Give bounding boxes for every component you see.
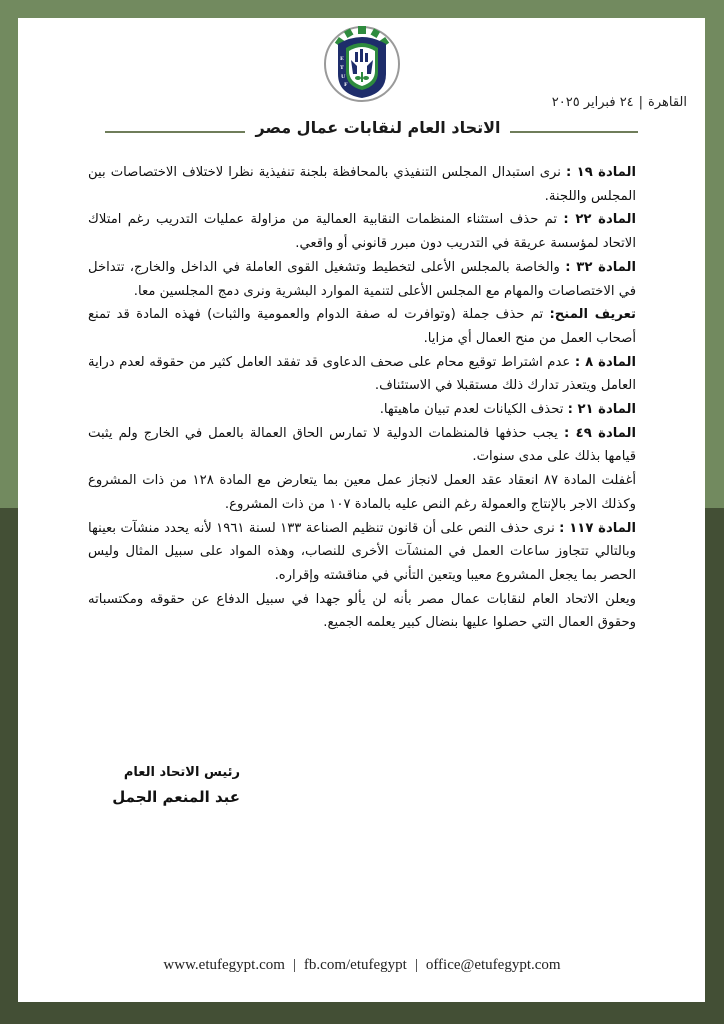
logo-svg [322,22,402,102]
article-text: تحذف الكيانات لعدم تبيان ماهيتها. [379,402,568,418]
article-paragraph [88,161,636,208]
article-text: ويعلن الاتحاد العام لنقابات عمال مصر بأنه لن يألو جهدا في سبيل الدفاع عن حقوقه ومكتسباته وحقوق العمال التي حصلوا عليها بنضال كبير يعلمه الجميع. [88,591,636,631]
article-label: المادة ٣٢ : [565,259,636,275]
email-link[interactable]: office@etufegypt.com [425,957,561,973]
org-title: الاتحاد العام لنقابات عمال مصر [255,118,501,137]
date: ٢٤ فبراير ٢٠٢٥ [551,95,634,110]
article-paragraph [88,517,636,588]
article-paragraph [88,256,636,303]
article-paragraph [88,351,636,398]
article-label: تعريف المنح: [549,307,636,323]
website-link[interactable]: www.etufegypt.com [163,957,285,973]
article-text: نرى استبدال المجلس التنفيذي بالمحافظة بلجنة تنفيذية نظرا لاختلاف الاختصاصات بين المجلس واللجنة. [88,165,636,204]
article-label: المادة ٢٢ : [563,212,636,228]
header-rule-left [105,131,245,133]
article-paragraph [88,398,636,422]
article-label: المادة ١٩ : [565,165,636,180]
footer-contacts [0,957,724,974]
article-text: عدم اشتراط توقيع محام على صحف الدعاوى قد تفقد العامل كثير من حقوقه لعدم دراية العامل ويتعذر تدارك ذلك مستقبلا في الاستئناف. [88,354,636,394]
svg-text:F: F [344,82,348,88]
signatory-name: عبد المنعم الجمل [112,788,240,806]
article-paragraph [88,303,636,350]
svg-text:E: E [340,56,344,62]
facebook-link[interactable]: fb.com/etufegypt [303,957,407,973]
article-text: يجب حذفها فالمنظمات الدولية لا تمارس الحاق العمالة بالعمل في الخارج ولم يثبت قيامها بذلك على مدى سنوات. [88,425,636,465]
article-text: نرى حذف النص على أن قانون تنظيم الصناعة ١٣٣ لسنة ١٩٦١ لأنه يحدد منشآت بعينها وبالتالي تتجاوز ساعات العمل في المنشآت الأخرى للنصاب، وهذه المواد على سبيل المثال وليس الحصر بما يجعل المشروع معيبا ويتعين التأني في مناقشته وإقراره. [88,520,636,583]
article-label: المادة ١١٧ : [559,520,636,536]
city: القاهرة [648,95,687,110]
footer-separator: | [414,957,418,973]
article-paragraph [88,469,636,516]
footer-separator: | [292,957,296,973]
article-paragraph [88,208,636,255]
article-label: المادة ٤٩ : [563,425,636,441]
article-paragraph [88,422,636,469]
article-text: تم حذف استثناء المنظمات النقابية العمالية من مزاولة عمليات التدريب رغم امتلاك الاتحاد لمؤسسة عريقة في التدريب دون مبرر قانوني أو واقعي. [88,212,636,252]
signature-block [90,762,240,810]
article-text: تم حذف جملة (وتوافرت له صفة الدوام والعمومية والثبات) فهذه المادة قد تمنع أصحاب العمل من منح العمال أي مزايا. [88,307,636,346]
svg-text:U: U [341,74,346,80]
city-date-line [552,95,687,110]
article-label: المادة ٢١ : [567,402,636,418]
separator: | [638,95,644,110]
svg-text:T: T [340,65,344,71]
closing-paragraph [88,588,636,635]
article-label: المادة ٨ : [574,354,636,370]
signatory-title: رئيس الاتحاد العام [123,765,240,780]
header-rule-right [510,131,638,133]
article-text: والخاصة بالمجلس الأعلى لتخطيط وتشغيل القوى العاملة في الداخل والخارج، تتداخل في الاختصاصات والمهام مع المجلس الأعلى لتنمية الموارد البشرية ونرى دمج المجلسين معا. [88,259,636,299]
article-text: أغفلت المادة ٨٧ انعقاد عقد العمل لانجاز عمل معين بما يتعارض مع المادة ١٢٨ من ذات المشروع وكذلك الاجر بالإنتاج والعمولة رغم النص عليه بالمادة ١٠٧ من ذات المشروع. [88,473,637,512]
letter-body [88,161,636,635]
etuf-emblem-icon [322,22,402,102]
